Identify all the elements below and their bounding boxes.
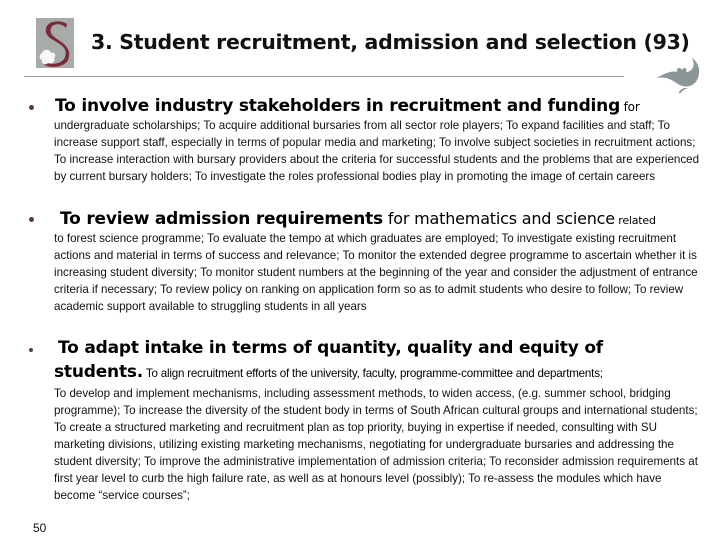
bullet-dot — [29, 348, 33, 352]
bullet-heading-continued — [54, 362, 603, 382]
bullet-body: undergraduate scholarships; To acquire additional bursaries from all sector role players; To expand facilities and staff; To increase support staff, especially in terms of popular media and marketing; To involve subject societies in recruitment actions; To increase interaction with bursary providers about the criteria for successful students and the problems that are experienced by current bursary holders; To investigate the roles professional bodies play in promoting the image of certain careers — [54, 119, 700, 183]
bullet-heading-tail: for — [620, 100, 640, 114]
page-number: 50 — [33, 521, 47, 535]
bullet-body: To develop and implement mechanisms, including assessment methods, to widen access, (e.g. summer school, bridging programme); To increase the diversity of the student body in terms of South African cultural groups and international students; To create a structured marketing and recruitment plan as top priority, buying in expertise if needed, consulting with SU marketing divisions, utilizing existing marketing mechanisms, negotiating for undergraduate bursaries and addressing the student diversity; To improve the administrative implementation of admission criteria; To reconsider admission requirements at first year level to curb the high failure rate, as well as at honours level (possibly); To re-assess the modules which have become “service courses”; — [54, 387, 698, 502]
bullet-heading-bold: To involve industry stakeholders in recruitment and funding — [55, 96, 621, 116]
university-logo — [36, 18, 74, 68]
bullet-heading: To adapt intake in terms of quantity, quality and equity of — [58, 338, 603, 358]
bullet-body: to forest science programme; To evaluate the tempo at which graduates are employed; To investigate existing recruitment actions and material in terms of success and relevance; To monitor the extended degree programme to ascertain whether it is increasing student diversity; To monitor student numbers at the beginning of the year and consider the adjustment of entrance criteria if necessary; To review policy on ranking on application form so as to admit students who desire to follow; To review academic support available to struggling students in all years — [54, 232, 698, 313]
bullet-heading-tail: To align recruitment efforts of the university, faculty, programme-committee and departments; — [143, 367, 603, 380]
bullet-heading-bold: To review admission requirements — [60, 209, 383, 229]
bullet-dot — [29, 217, 34, 222]
bullet-heading-mid: for mathematics and science — [382, 209, 615, 228]
bullet-heading — [60, 209, 656, 229]
bullet-dot — [29, 105, 34, 110]
university-s-oak-leaf-logo-icon — [36, 18, 74, 68]
bullet-heading-bold: students. — [54, 362, 144, 382]
title-divider — [24, 76, 624, 77]
bullet-heading — [55, 96, 640, 116]
slide-title: 3. Student recruitment, admission and selection (93) — [91, 30, 690, 54]
bullet-heading-tail: related — [614, 214, 656, 227]
oak-leaf-icon — [654, 54, 702, 94]
